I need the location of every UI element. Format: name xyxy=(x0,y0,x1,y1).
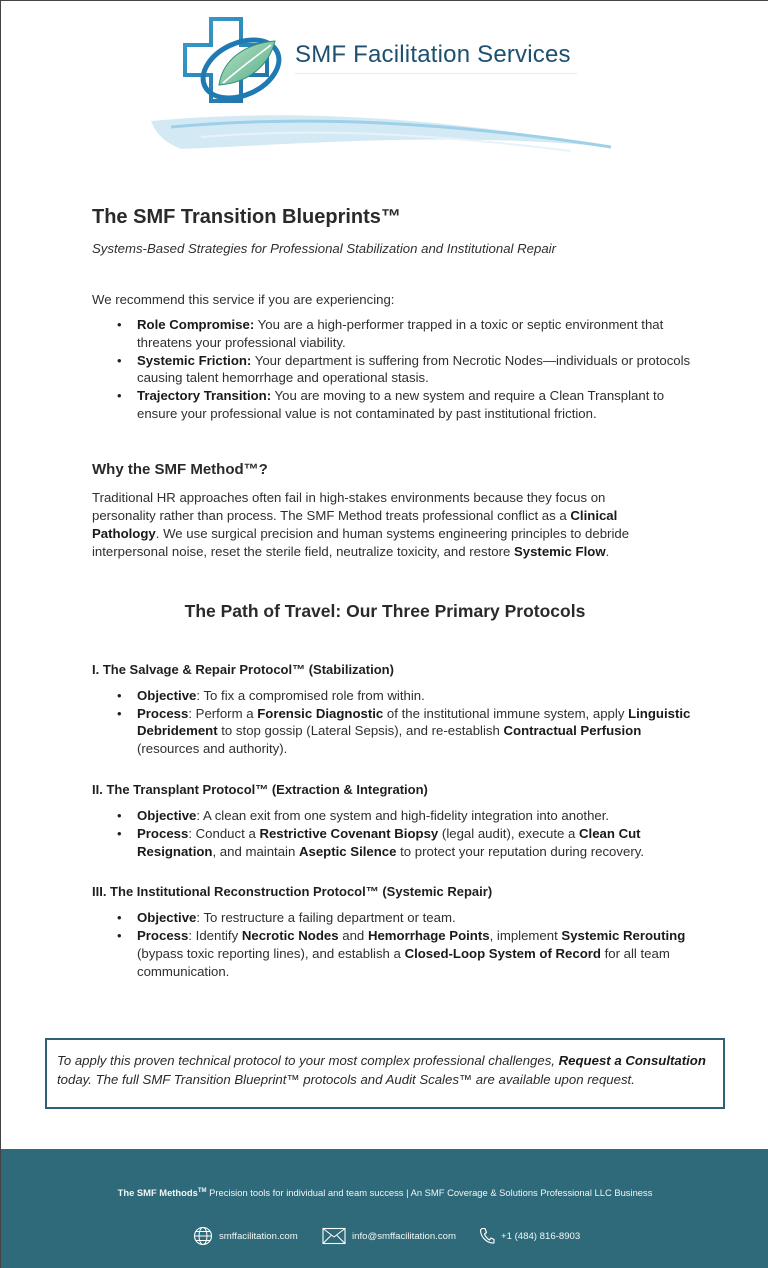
bullet-label: Systemic Friction: xyxy=(137,352,252,368)
protocol-heading: I. The Salvage & Repair Protocol™ (Stabilization) xyxy=(92,661,394,677)
callout-text xyxy=(57,1051,713,1089)
email-contact[interactable] xyxy=(322,1225,456,1247)
objective-text: : To restructure a failing department or team. xyxy=(196,910,456,926)
bullet-label: Trajectory Transition: xyxy=(137,388,272,404)
brand-name: SMF Facilitation Services xyxy=(295,41,571,68)
protocol-list xyxy=(92,687,692,758)
bullet-text: You are moving to a new system and require a Clean Transplant to ensure your professional value is not contaminated by past institutional friction. xyxy=(137,388,665,421)
process-term: Forensic Diagnostic xyxy=(257,705,384,721)
process-label: Process xyxy=(137,705,189,721)
process-term: Necrotic Nodes xyxy=(241,928,339,944)
objective-text: : A clean exit from one system and high-fidelity integration into another. xyxy=(196,807,610,823)
process-text: : Conduct a xyxy=(188,825,260,841)
process-text: to stop gossip (Lateral Sepsis), and re-establish xyxy=(217,723,504,739)
symptom-list xyxy=(92,316,692,423)
list-item xyxy=(137,825,692,861)
phone-contact[interactable] xyxy=(479,1225,580,1247)
protocols-heading: The Path of Travel: Our Three Primary Protocols xyxy=(184,600,586,621)
process-label: Process xyxy=(137,928,189,944)
protocol-list xyxy=(92,807,692,860)
process-term: Clean Cut Resignation xyxy=(137,825,641,859)
footer-brand: The SMF Methods xyxy=(117,1187,198,1198)
footer-trademark: TM xyxy=(197,1187,207,1194)
page-subtitle: Systems-Based Strategies for Professional Stabilization and Institutional Repair xyxy=(92,241,556,256)
why-heading: Why the SMF Method™? xyxy=(92,460,268,478)
protocol-heading: III. The Institutional Reconstruction Protocol™ (Systemic Repair) xyxy=(92,884,493,900)
globe-icon xyxy=(193,1226,213,1246)
website-link[interactable]: smffacilitation.com xyxy=(219,1230,298,1242)
list-item xyxy=(137,387,692,423)
website-contact[interactable] xyxy=(193,1225,298,1247)
process-text: (resources and authority). xyxy=(137,741,288,757)
process-label: Process xyxy=(137,825,189,841)
process-term: Systemic Rerouting xyxy=(561,928,686,944)
process-text: to protect your reputation during recovery. xyxy=(396,843,644,859)
email-link[interactable]: info@smffacilitation.com xyxy=(352,1230,456,1242)
protocol-section xyxy=(92,884,692,980)
page-title: The SMF Transition Blueprints™ xyxy=(92,206,401,228)
footer-tagline xyxy=(1,1187,768,1198)
callout-text-part: today. The full SMF Transition Blueprint™ protocols and Audit Scales™ are available upon request. xyxy=(57,1072,635,1087)
why-text: Traditional HR approaches often fail in high-stakes environments because they focus on personality rather than process. The SMF Method treats professional conflict as a xyxy=(92,489,606,523)
list-item xyxy=(137,687,692,705)
why-text: . xyxy=(605,543,610,559)
list-item xyxy=(137,927,692,980)
process-term: Hemorrhage Points xyxy=(367,928,490,944)
process-text: of the institutional immune system, apply xyxy=(383,705,629,721)
wave-swoosh-decoration xyxy=(141,101,621,171)
process-term: Closed-Loop System of Record xyxy=(404,945,601,961)
callout-text-part: To apply this proven technical protocol to your most complex professional challenges, xyxy=(57,1053,559,1068)
list-item xyxy=(137,705,692,758)
protocol-list xyxy=(92,909,692,980)
list-item xyxy=(137,316,692,352)
bullet-text: Your department is suffering from Necrotic Nodes—individuals or protocols causing talent hemorrhage and operational stasis. xyxy=(137,352,691,386)
consultation-callout xyxy=(45,1038,725,1109)
why-paragraph xyxy=(92,489,672,561)
process-term: Restrictive Covenant Biopsy xyxy=(259,825,439,841)
medical-cross-leaf-logo-icon xyxy=(179,17,285,105)
envelope-icon xyxy=(322,1227,346,1245)
bullet-label: Role Compromise: xyxy=(137,317,255,332)
why-bold-term: Systemic Flow xyxy=(513,543,606,559)
bullet-text: You are a high-performer trapped in a toxic or septic environment that threatens your professional viability. xyxy=(137,317,664,350)
process-text: for all team communication. xyxy=(137,945,670,979)
process-text: and xyxy=(338,928,368,944)
objective-label: Objective xyxy=(137,910,197,926)
process-text: (legal audit), execute a xyxy=(438,825,580,841)
request-consultation-link[interactable]: Request a Consultation xyxy=(558,1053,706,1068)
objective-label: Objective xyxy=(137,687,197,703)
header xyxy=(1,1,768,176)
brand-divider xyxy=(295,73,577,74)
process-text: , and maintain xyxy=(212,843,299,859)
list-item xyxy=(137,909,692,927)
phone-number[interactable]: +1 (484) 816-8903 xyxy=(501,1230,581,1242)
phone-icon xyxy=(479,1227,495,1245)
protocol-section xyxy=(92,662,692,758)
protocol-section xyxy=(92,782,692,860)
intro-text: We recommend this service if you are experiencing: xyxy=(92,292,395,307)
list-item xyxy=(137,352,692,388)
why-text: . We use surgical precision and human systems engineering principles to debride interpersonal noise, reset the sterile field, neutralize toxicity, and restore xyxy=(92,525,630,559)
objective-label: Objective xyxy=(137,807,197,823)
process-text: : Perform a xyxy=(188,705,258,721)
protocol-heading: II. The Transplant Protocol™ (Extraction & Integration) xyxy=(92,781,428,797)
process-text: , implement xyxy=(489,928,562,944)
objective-text: : To fix a compromised role from within. xyxy=(196,687,425,703)
process-term: Contractual Perfusion xyxy=(503,723,642,739)
process-term: Linguistic Debridement xyxy=(137,705,691,739)
why-bold-term: Clinical Pathology xyxy=(92,507,618,541)
footer xyxy=(1,1149,768,1268)
list-item xyxy=(137,807,692,825)
document-body xyxy=(92,206,692,1005)
process-text: : Identify xyxy=(188,928,242,944)
process-text: (bypass toxic reporting lines), and establish a xyxy=(137,945,405,961)
footer-tagline-text: Precision tools for individual and team success | An SMF Coverage & Solutions Professional LLC Business xyxy=(206,1187,653,1198)
process-term: Aseptic Silence xyxy=(298,843,397,859)
